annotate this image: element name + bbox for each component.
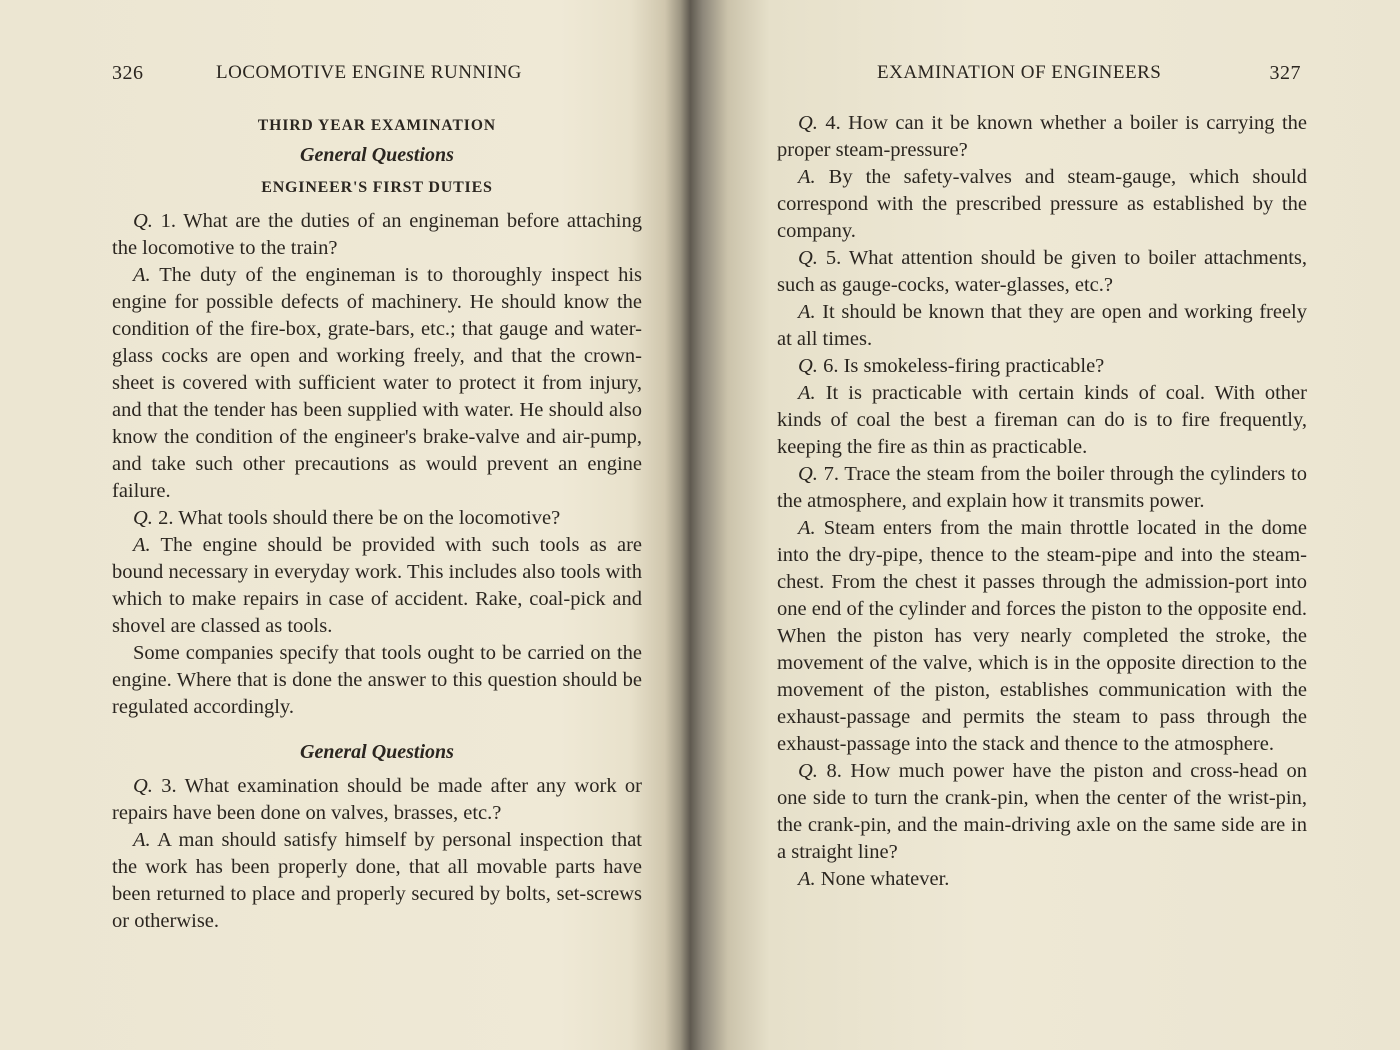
paragraph-text: By the safety-valves and steam-gauge, which should correspond with the prescribed pressure as established by the company. <box>777 166 1307 242</box>
qa-label: A. <box>798 166 816 188</box>
qa-label: Q. <box>133 210 153 232</box>
page-body <box>777 110 1307 893</box>
paragraph-text: A man should satisfy himself by personal inspection that the work has been properly done, that all movable parts have been returned to place and properly secured by bolts, set-screws or otherwise. <box>112 829 642 932</box>
qa-label: Q. <box>133 507 153 529</box>
paragraph <box>777 866 1307 893</box>
paragraph-group <box>777 110 1307 893</box>
paragraph <box>112 208 642 262</box>
paragraph-text: It is practicable with certain kinds of coal. With other kinds of coal the best a fireman can do is to fire frequently, keeping the fire as thin as practicable. <box>777 382 1307 458</box>
paragraph <box>112 773 642 827</box>
section-title: THIRD YEAR EXAMINATION <box>257 117 497 134</box>
paragraph <box>112 532 642 640</box>
qa-label: A. <box>798 517 816 539</box>
paragraph <box>777 299 1307 353</box>
qa-label: Q. <box>798 112 818 134</box>
running-head <box>112 62 642 90</box>
topic-heading: ENGINEER'S FIRST DUTIES <box>261 179 493 196</box>
page-number: 327 <box>1269 62 1301 84</box>
paragraph-text: The engine should be provided with such tools as are bound necessary in everyday work. This includes also tools with which to make repairs in case of accident. Rake, coal-pick and shovel are classed as tools. <box>112 534 642 637</box>
paragraph-text: 8. How much power have the piston and cross-head on one side to turn the crank-pin, when the center of the wrist-pin, the crank-pin, and the main-driving axle on the same side are in a straight line? <box>777 760 1307 863</box>
qa-label: A. <box>133 534 151 556</box>
running-title: LOCOMOTIVE ENGINE RUNNING <box>216 62 522 83</box>
paragraph <box>777 245 1307 299</box>
paragraph <box>777 380 1307 461</box>
paragraph-text: 2. What tools should there be on the locomotive? <box>152 507 561 529</box>
paragraph <box>777 461 1307 515</box>
paragraph-text: 1. What are the duties of an engineman before attaching the locomotive to the train? <box>112 210 642 259</box>
right-page <box>777 0 1307 1050</box>
qa-label: A. <box>798 301 816 323</box>
paragraph <box>112 505 642 532</box>
paragraph-text: 7. Trace the steam from the boiler through the cylinders to the atmosphere, and explain how it transmits power. <box>777 463 1307 512</box>
qa-label: Q. <box>133 775 153 797</box>
running-head <box>777 62 1307 90</box>
qa-label: Q. <box>798 355 818 377</box>
paragraph-group <box>112 208 642 721</box>
subtitle-2: General Questions <box>300 741 454 763</box>
subtitle: General Questions <box>300 144 454 166</box>
paragraph <box>777 515 1307 758</box>
left-page <box>112 0 642 1050</box>
paragraph-group-2 <box>112 773 642 935</box>
paragraph <box>777 110 1307 164</box>
page-body <box>112 112 642 935</box>
running-title: EXAMINATION OF ENGINEERS <box>877 62 1162 83</box>
qa-label: A. <box>133 264 151 286</box>
qa-label: Q. <box>798 463 818 485</box>
qa-label: A. <box>798 868 816 890</box>
paragraph <box>777 164 1307 245</box>
paragraph-text: 5. What attention should be given to boiler attachments, such as gauge-cocks, water-glasses, etc.? <box>777 247 1307 296</box>
paragraph-text: 3. What examination should be made after any work or repairs have been done on valves, brasses, etc.? <box>112 775 642 824</box>
paragraph <box>777 353 1307 380</box>
page-number: 326 <box>112 62 144 84</box>
paragraph-text: 6. Is smokeless-firing practicable? <box>817 355 1105 377</box>
qa-label: Q. <box>798 247 818 269</box>
paragraph-text: It should be known that they are open and working freely at all times. <box>777 301 1307 350</box>
paragraph <box>777 758 1307 866</box>
qa-label: A. <box>798 382 816 404</box>
paragraph <box>112 827 642 935</box>
paragraph-text: None whatever. <box>815 868 950 890</box>
qa-label: A. <box>133 829 151 851</box>
paragraph-text: Some companies specify that tools ought to be carried on the engine. Where that is done the answer to this question should be regulated accordingly. <box>112 642 642 718</box>
qa-label: Q. <box>798 760 818 782</box>
paragraph <box>112 640 642 721</box>
paragraph-text: Steam enters from the main throttle located in the dome into the dry-pipe, thence to the steam-pipe and into the steam-chest. From the chest it passes through the admission-port into one end of the cylinder and forces the piston to the opposite end. When the piston has very nearly completed the stroke, the movement of the valve, which is in the opposite direction to the movement of the piston, establishes communication with the exhaust-passage and permits the steam to pass through the exhaust-passage into the stack and thence to the atmosphere. <box>777 517 1308 755</box>
paragraph <box>112 262 642 505</box>
paragraph-text: 4. How can it be known whether a boiler is carrying the proper steam-pressure? <box>777 112 1307 161</box>
paragraph-text: The duty of the engineman is to thoroughly inspect his engine for possible defects of machinery. He should know the condition of the fire-box, grate-bars, etc.; that gauge and water-glass cocks are open and working freely, and that the crown-sheet is covered with sufficient water to protect it from injury, and that the tender has been supplied with water. He should also know the condition of the engineer's brake-valve and air-pump, and take such other precautions as would prevent an engine failure. <box>112 264 642 502</box>
